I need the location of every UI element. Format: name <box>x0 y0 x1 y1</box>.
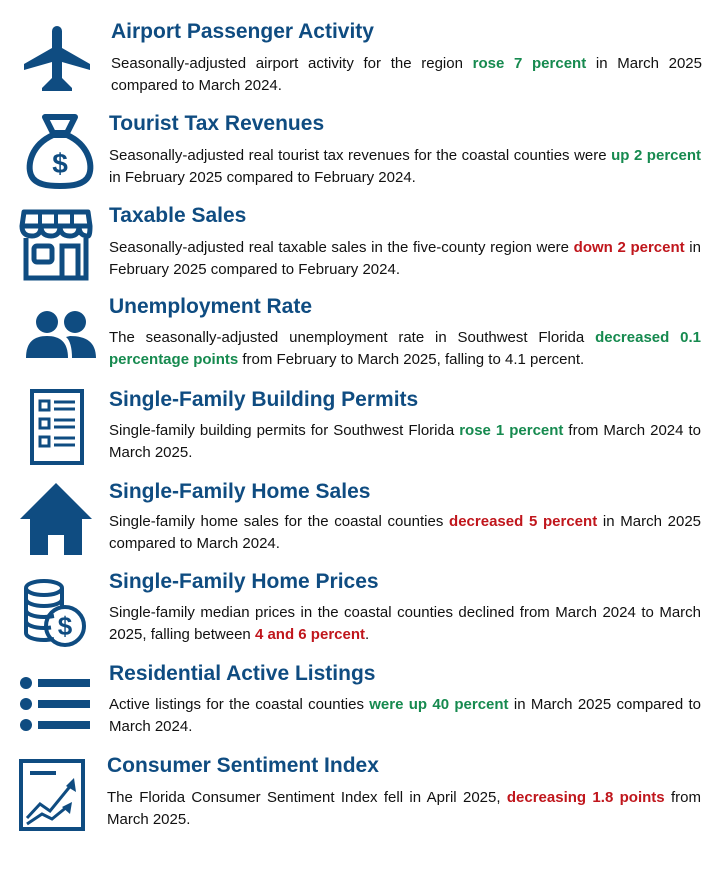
storefront-icon <box>18 208 94 282</box>
indicator-title: Residential Active Listings <box>109 662 376 685</box>
indicator-title: Unemployment Rate <box>109 295 313 318</box>
highlight-increase: rose 1 percent <box>459 422 564 439</box>
indicator-title: Consumer Sentiment Index <box>107 754 379 777</box>
indicator-title: Single-Family Home Sales <box>109 480 371 503</box>
svg-text:$: $ <box>57 611 73 641</box>
highlight-decrease: down 2 percent <box>573 239 685 256</box>
bulleted-list-icon <box>20 675 92 733</box>
indicator-description: Single-family median prices in the coastal counties declined from March 2024 to March 2025, falling between 4 and 6 percent. <box>109 604 701 643</box>
highlight-decrease: decreasing 1.8 points <box>506 789 665 806</box>
indicator-title: Taxable Sales <box>109 204 247 227</box>
indicator-description: Seasonally-adjusted real tourist tax revenues for the coastal counties were up 2 percent in February 2025 compared to February 2024. <box>109 147 701 186</box>
trend-chart-icon <box>18 758 86 832</box>
indicator-description: The seasonally-adjusted unemployment rate in Southwest Florida decreased 0.1 percentage points from February to March 2025, falling to 4.1 percent. <box>109 329 701 368</box>
indicator-title: Airport Passenger Activity <box>111 20 374 43</box>
indicator-description: Single-family building permits for Southwest Florida rose 1 percent from March 2024 to March 2025. <box>109 422 701 461</box>
indicator-title: Single-Family Home Prices <box>109 570 379 593</box>
highlight-decrease: decreased 5 percent <box>449 513 598 530</box>
svg-text:$: $ <box>52 148 68 179</box>
highlight-decrease: 4 and 6 percent <box>254 626 365 643</box>
indicator-description: Seasonally-adjusted real taxable sales in the five-county region were down 2 percent in February 2025 compared to February 2024. <box>109 239 701 278</box>
highlight-increase: rose 7 percent <box>472 55 587 72</box>
highlight-increase: up 2 percent <box>611 147 701 164</box>
coin-stack-icon <box>18 578 92 648</box>
indicator-description: Single-family home sales for the coastal counties decreased 5 percent in March 2025 compared to March 2024. <box>109 513 701 552</box>
house-icon <box>18 481 94 557</box>
money-bag-icon <box>25 113 95 189</box>
airplane-icon <box>22 24 92 94</box>
highlight-increase: were up 40 percent <box>369 696 509 713</box>
indicator-description: Seasonally-adjusted airport activity for the region rose 7 percent in March 2025 compared to March 2024. <box>111 55 702 94</box>
checklist-document-icon <box>29 388 85 466</box>
indicator-title: Tourist Tax Revenues <box>109 112 325 135</box>
highlight-increase: decreased 0.1 percentage points <box>109 329 701 368</box>
indicator-description: The Florida Consumer Sentiment Index fell in April 2025, decreasing 1.8 points from March 2025. <box>107 789 701 828</box>
indicator-description: Active listings for the coastal counties were up 40 percent in March 2025 compared to March 2024. <box>109 696 701 735</box>
indicator-title: Single-Family Building Permits <box>109 388 419 411</box>
people-icon <box>24 310 98 360</box>
